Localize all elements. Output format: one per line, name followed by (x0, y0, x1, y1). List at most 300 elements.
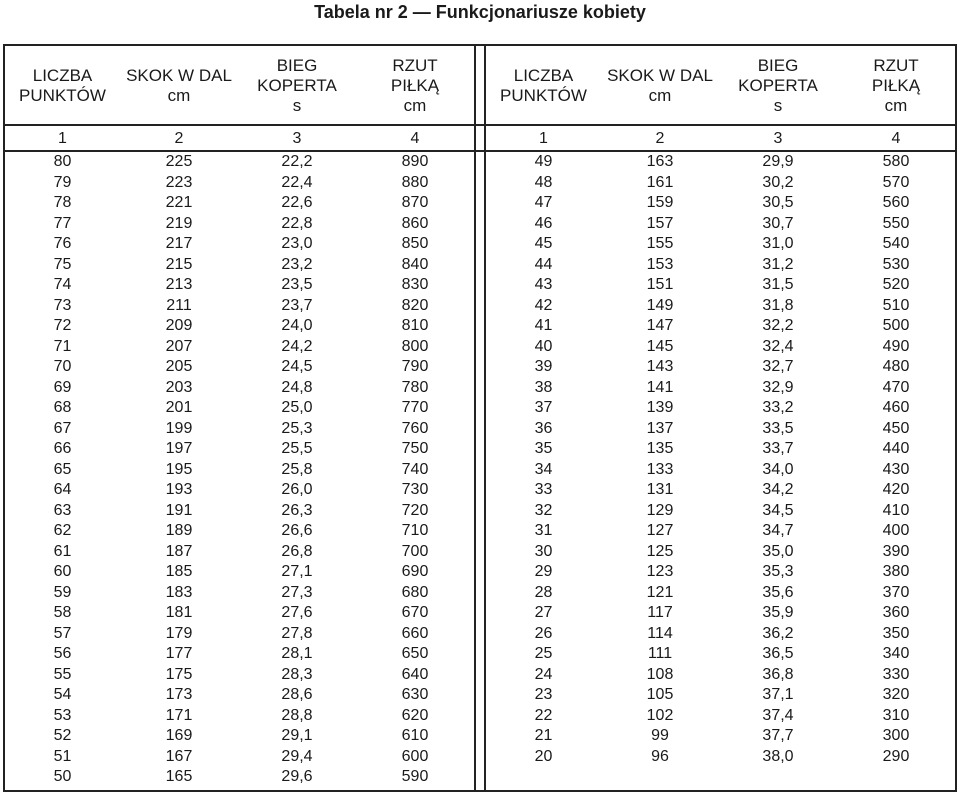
long-jump-cell: 221 (165, 194, 193, 211)
table-row (5, 460, 474, 481)
points-cell: 28 (534, 583, 553, 601)
table-row (486, 378, 955, 399)
envelope-run-cell: 29,9 (762, 153, 794, 170)
points-cell: 55 (53, 665, 72, 683)
long-jump-cell: 191 (165, 501, 193, 519)
points-cell: 52 (53, 727, 72, 744)
long-jump-cell: 225 (165, 153, 193, 170)
long-jump-cell: 141 (646, 378, 674, 396)
envelope-run-cell: 31,8 (762, 296, 794, 314)
points-cell: 31 (534, 522, 553, 539)
ball-throw-cell: 640 (401, 665, 429, 683)
envelope-run-cell: 23,2 (281, 255, 313, 273)
table-row (5, 583, 474, 604)
ball-throw-cell: 300 (882, 727, 910, 744)
points-cell: 48 (534, 173, 553, 191)
table-row (486, 275, 955, 296)
envelope-run-cell: 28,1 (281, 645, 313, 662)
points-cell: 61 (53, 542, 72, 560)
table-row (5, 419, 474, 440)
long-jump-cell: 111 (647, 645, 673, 662)
envelope-run-cell: 35,3 (762, 563, 794, 580)
envelope-run-cell: 26,0 (281, 481, 313, 498)
ball-throw-cell: 790 (401, 358, 429, 375)
long-jump-cell: 171 (165, 706, 193, 724)
points-cell: 35 (534, 440, 553, 457)
envelope-run-cell: 28,3 (281, 665, 313, 683)
long-jump-cell: 213 (165, 276, 193, 293)
ball-throw-cell: 800 (401, 337, 429, 355)
table-row (486, 398, 955, 419)
table-row (5, 296, 474, 317)
envelope-run-cell: 29,1 (281, 727, 313, 744)
ball-throw-cell: 720 (401, 501, 429, 519)
column-number: 3 (292, 130, 302, 147)
ball-throw-cell: 600 (401, 747, 429, 765)
ball-throw-cell: 390 (882, 542, 910, 560)
column-number-row (5, 126, 474, 152)
points-cell: 22 (534, 706, 553, 724)
points-cell: 63 (53, 501, 72, 519)
ball-throw-cell: 360 (882, 604, 910, 621)
points-cell: 58 (53, 604, 72, 621)
ball-throw-cell: 560 (882, 194, 910, 211)
long-jump-cell: 205 (165, 358, 193, 375)
header-long-jump: SKOK W DAL cm (126, 66, 232, 105)
envelope-run-cell: 31,5 (762, 276, 794, 293)
points-cell: 62 (53, 522, 72, 539)
table-row (5, 480, 474, 501)
long-jump-cell: 223 (165, 173, 193, 191)
envelope-run-cell: 34,0 (762, 460, 794, 478)
ball-throw-cell: 510 (882, 296, 910, 314)
long-jump-cell: 123 (646, 563, 674, 580)
table-row (486, 460, 955, 481)
table-title: Tabela nr 2 — Funkcjonariusze kobiety (314, 2, 646, 22)
table-row (5, 316, 474, 337)
long-jump-cell: 105 (646, 686, 674, 703)
ball-throw-cell: 870 (401, 194, 429, 211)
envelope-run-cell: 23,0 (281, 235, 313, 252)
envelope-run-cell: 32,9 (762, 378, 794, 396)
long-jump-cell: 209 (165, 317, 193, 334)
envelope-run-cell: 37,4 (762, 706, 794, 724)
table-row (5, 501, 474, 522)
column-number: 4 (410, 130, 420, 147)
table-row (486, 193, 955, 214)
ball-throw-cell: 850 (401, 235, 429, 252)
left-data-rows (5, 152, 474, 788)
long-jump-cell: 133 (646, 460, 674, 478)
points-cell: 73 (53, 296, 72, 314)
envelope-run-cell: 32,2 (762, 317, 794, 334)
long-jump-cell: 108 (646, 665, 674, 683)
table-row (5, 726, 474, 747)
points-cell: 40 (534, 337, 553, 355)
header-ball-throw: RZUT PIŁKĄ cm (871, 56, 921, 115)
ball-throw-cell: 500 (882, 317, 910, 334)
column-number: 3 (773, 130, 783, 147)
table-row (486, 501, 955, 522)
long-jump-cell: 147 (646, 317, 674, 334)
table-row (5, 603, 474, 624)
envelope-run-cell: 36,2 (762, 624, 794, 642)
table-row (486, 234, 955, 255)
table-row (5, 665, 474, 686)
points-cell: 44 (534, 255, 553, 273)
points-cell: 36 (534, 419, 553, 437)
table-row (486, 152, 955, 173)
envelope-run-cell: 27,3 (281, 583, 313, 601)
points-cell: 70 (53, 358, 72, 375)
ball-throw-cell: 700 (401, 542, 429, 560)
long-jump-cell: 102 (646, 706, 674, 724)
envelope-run-cell: 26,6 (281, 522, 313, 539)
points-cell: 41 (534, 317, 553, 334)
ball-throw-cell: 530 (882, 255, 910, 273)
ball-throw-cell: 620 (401, 706, 429, 724)
long-jump-cell: 189 (165, 522, 193, 539)
ball-throw-cell: 480 (882, 358, 910, 375)
envelope-run-cell: 36,8 (762, 665, 794, 683)
long-jump-cell: 197 (165, 440, 193, 457)
table-row (5, 378, 474, 399)
points-cell: 33 (534, 481, 553, 498)
ball-throw-cell: 370 (882, 583, 910, 601)
points-cell: 23 (534, 686, 553, 703)
ball-throw-cell: 880 (401, 173, 429, 191)
table-row (5, 767, 474, 788)
envelope-run-cell: 29,4 (281, 747, 313, 765)
table-row (5, 214, 474, 235)
envelope-run-cell: 23,5 (281, 276, 313, 293)
points-cell: 38 (534, 378, 553, 396)
ball-throw-cell: 860 (401, 214, 429, 232)
header-ball-throw: RZUT PIŁKĄ cm (390, 56, 440, 115)
ball-throw-cell: 660 (401, 624, 429, 642)
envelope-run-cell: 26,8 (281, 542, 313, 560)
table-row (486, 439, 955, 460)
envelope-run-cell: 34,5 (762, 501, 794, 519)
points-cell: 77 (53, 214, 72, 232)
envelope-run-cell: 37,1 (762, 686, 794, 703)
long-jump-cell: 125 (646, 542, 674, 560)
points-cell: 30 (534, 542, 553, 560)
envelope-run-cell: 29,6 (281, 768, 313, 785)
long-jump-cell: 165 (165, 768, 193, 785)
ball-throw-cell: 630 (401, 686, 429, 703)
envelope-run-cell: 31,2 (762, 255, 794, 273)
table-row (486, 583, 955, 604)
table-row (486, 337, 955, 358)
points-cell: 69 (53, 378, 72, 396)
ball-throw-cell: 540 (882, 235, 910, 252)
points-cell: 42 (534, 296, 553, 314)
ball-throw-cell: 740 (401, 460, 429, 478)
right-score-table (486, 46, 955, 767)
column-number: 2 (655, 130, 665, 147)
header-envelope-run: BIEG KOPERTA s (257, 56, 337, 115)
points-cell: 56 (53, 645, 72, 662)
ball-throw-cell: 440 (882, 440, 910, 457)
ball-throw-cell: 350 (882, 624, 910, 642)
envelope-run-cell: 31,0 (762, 235, 794, 252)
ball-throw-cell: 770 (401, 399, 429, 416)
right-data-rows (486, 152, 955, 767)
ball-throw-cell: 470 (882, 378, 910, 396)
long-jump-cell: 179 (165, 624, 193, 642)
long-jump-cell: 199 (165, 419, 193, 437)
table-row (486, 706, 955, 727)
points-cell: 74 (53, 276, 72, 293)
long-jump-cell: 117 (647, 604, 673, 621)
header-envelope-run: BIEG KOPERTA s (738, 56, 818, 115)
table-row (486, 255, 955, 276)
long-jump-cell: 145 (646, 337, 674, 355)
table-row (486, 480, 955, 501)
points-cell: 32 (534, 501, 553, 519)
long-jump-cell: 127 (646, 522, 674, 539)
column-number-row (486, 126, 955, 152)
table-row (5, 747, 474, 768)
envelope-run-cell: 25,0 (281, 399, 313, 416)
envelope-run-cell: 32,7 (762, 358, 794, 375)
table-row (5, 255, 474, 276)
long-jump-cell: 185 (165, 563, 193, 580)
points-cell: 65 (53, 460, 72, 478)
table-row (486, 521, 955, 542)
points-cell: 47 (534, 194, 553, 211)
long-jump-cell: 159 (646, 194, 674, 211)
ball-throw-cell: 840 (401, 255, 429, 273)
long-jump-cell: 195 (165, 460, 193, 478)
long-jump-cell: 169 (165, 727, 193, 744)
table-row (486, 173, 955, 194)
table-row (5, 685, 474, 706)
envelope-run-cell: 33,7 (762, 440, 794, 457)
points-cell: 79 (53, 173, 72, 191)
envelope-run-cell: 34,2 (762, 481, 794, 498)
envelope-run-cell: 23,7 (281, 296, 313, 314)
ball-throw-cell: 330 (882, 665, 910, 683)
envelope-run-cell: 30,7 (762, 214, 794, 232)
points-cell: 64 (53, 481, 72, 498)
ball-throw-cell: 290 (882, 747, 910, 765)
points-cell: 34 (534, 460, 553, 478)
long-jump-cell: 131 (646, 481, 674, 498)
ball-throw-cell: 730 (401, 481, 429, 498)
ball-throw-cell: 670 (401, 604, 429, 621)
ball-throw-cell: 340 (882, 645, 910, 662)
column-number: 1 (58, 130, 67, 147)
header-points: LICZBA PUNKTÓW (19, 66, 106, 105)
table-row (486, 419, 955, 440)
ball-throw-cell: 760 (401, 419, 429, 437)
table-row (486, 542, 955, 563)
ball-throw-cell: 830 (401, 276, 429, 293)
points-cell: 37 (534, 399, 553, 416)
long-jump-cell: 201 (165, 399, 193, 416)
envelope-run-cell: 24,0 (281, 317, 313, 334)
long-jump-cell: 129 (646, 501, 674, 519)
table-row (5, 398, 474, 419)
long-jump-cell: 163 (646, 153, 674, 170)
table-row (486, 357, 955, 378)
points-cell: 71 (53, 337, 72, 355)
envelope-run-cell: 30,2 (762, 173, 794, 191)
table-row (5, 173, 474, 194)
ball-throw-cell: 580 (882, 153, 910, 170)
points-cell: 45 (534, 235, 553, 252)
left-score-table (5, 46, 474, 788)
long-jump-cell: 215 (165, 255, 193, 273)
long-jump-cell: 207 (165, 337, 193, 355)
points-cell: 27 (534, 604, 553, 621)
ball-throw-cell: 690 (401, 563, 429, 580)
table-row (486, 747, 955, 768)
ball-throw-cell: 490 (882, 337, 910, 355)
table-row (5, 439, 474, 460)
long-jump-cell: 219 (165, 214, 193, 232)
ball-throw-cell: 680 (401, 583, 429, 601)
envelope-run-cell: 25,8 (281, 460, 313, 478)
header-row (486, 46, 955, 126)
long-jump-cell: 151 (646, 276, 674, 293)
envelope-run-cell: 32,4 (762, 337, 794, 355)
points-cell: 53 (53, 706, 72, 724)
long-jump-cell: 183 (165, 583, 193, 601)
table-row (486, 685, 955, 706)
envelope-run-cell: 30,5 (762, 194, 794, 211)
long-jump-cell: 135 (646, 440, 674, 457)
long-jump-cell: 157 (646, 214, 674, 232)
table-row (5, 234, 474, 255)
long-jump-cell: 153 (646, 255, 674, 273)
ball-throw-cell: 750 (401, 440, 429, 457)
envelope-run-cell: 25,5 (281, 440, 313, 457)
points-cell: 78 (53, 194, 72, 211)
long-jump-cell: 175 (165, 665, 193, 683)
long-jump-cell: 114 (647, 624, 673, 642)
long-jump-cell: 96 (651, 747, 669, 765)
table-row (486, 624, 955, 645)
envelope-run-cell: 36,5 (762, 645, 794, 662)
table-row (5, 644, 474, 665)
table-row (5, 624, 474, 645)
table-row (486, 603, 955, 624)
points-cell: 68 (53, 399, 72, 416)
points-cell: 49 (534, 153, 553, 170)
envelope-run-cell: 28,6 (281, 686, 313, 703)
table-row (486, 665, 955, 686)
points-cell: 75 (53, 255, 72, 273)
column-number: 2 (174, 130, 184, 147)
header-row (5, 46, 474, 126)
points-cell: 25 (534, 645, 553, 662)
envelope-run-cell: 22,6 (281, 194, 313, 211)
points-cell: 20 (534, 747, 553, 765)
ball-throw-cell: 310 (882, 706, 910, 724)
points-cell: 54 (53, 686, 72, 703)
ball-throw-cell: 820 (401, 296, 429, 314)
envelope-run-cell: 34,7 (762, 522, 794, 539)
header-points: LICZBA PUNKTÓW (500, 66, 587, 105)
long-jump-cell: 217 (165, 235, 193, 252)
table-row (5, 357, 474, 378)
points-cell: 46 (534, 214, 553, 232)
points-cell: 21 (534, 727, 553, 744)
points-cell: 59 (53, 583, 72, 601)
ball-throw-cell: 710 (401, 522, 429, 539)
ball-throw-cell: 320 (882, 686, 910, 703)
ball-throw-cell: 520 (882, 276, 910, 293)
ball-throw-cell: 550 (882, 214, 910, 232)
envelope-run-cell: 22,2 (281, 153, 313, 170)
points-cell: 67 (53, 419, 72, 437)
table-row (5, 542, 474, 563)
column-number: 4 (891, 130, 901, 147)
ball-throw-cell: 610 (401, 727, 429, 744)
table-row (5, 337, 474, 358)
ball-throw-cell: 410 (882, 501, 910, 519)
ball-throw-cell: 890 (401, 153, 429, 170)
long-jump-cell: 193 (165, 481, 193, 498)
ball-throw-cell: 460 (882, 399, 910, 416)
table-row (486, 316, 955, 337)
envelope-run-cell: 26,3 (281, 501, 313, 519)
ball-throw-cell: 590 (401, 768, 429, 785)
table-row (5, 193, 474, 214)
column-number: 1 (539, 130, 548, 147)
long-jump-cell: 167 (165, 747, 193, 765)
table-row (486, 296, 955, 317)
points-cell: 72 (53, 317, 72, 334)
points-cell: 51 (53, 747, 72, 765)
envelope-run-cell: 24,5 (281, 358, 313, 375)
points-cell: 76 (53, 235, 72, 252)
long-jump-cell: 99 (651, 727, 669, 744)
table-row (5, 152, 474, 173)
points-cell: 80 (53, 153, 72, 170)
points-cell: 60 (53, 563, 72, 580)
long-jump-cell: 137 (646, 419, 674, 437)
long-jump-cell: 181 (165, 604, 193, 621)
points-cell: 66 (53, 440, 72, 457)
center-divider (474, 44, 476, 792)
envelope-run-cell: 27,1 (281, 563, 313, 580)
envelope-run-cell: 24,8 (281, 378, 313, 396)
envelope-run-cell: 35,6 (762, 583, 794, 601)
envelope-run-cell: 35,0 (762, 542, 794, 560)
ball-throw-cell: 430 (882, 460, 910, 478)
table-row (486, 644, 955, 665)
table-row (486, 562, 955, 583)
envelope-run-cell: 37,7 (762, 727, 794, 744)
ball-throw-cell: 570 (882, 173, 910, 191)
long-jump-cell: 121 (646, 583, 674, 601)
envelope-run-cell: 22,4 (281, 173, 313, 191)
long-jump-cell: 139 (646, 399, 674, 416)
ball-throw-cell: 450 (882, 419, 910, 437)
points-cell: 24 (534, 665, 553, 683)
points-cell: 26 (534, 624, 553, 642)
points-cell: 39 (534, 358, 553, 375)
envelope-run-cell: 35,9 (762, 604, 794, 621)
table-row (5, 706, 474, 727)
table-row (5, 521, 474, 542)
envelope-run-cell: 38,0 (762, 747, 794, 765)
header-long-jump: SKOK W DAL cm (607, 66, 713, 105)
